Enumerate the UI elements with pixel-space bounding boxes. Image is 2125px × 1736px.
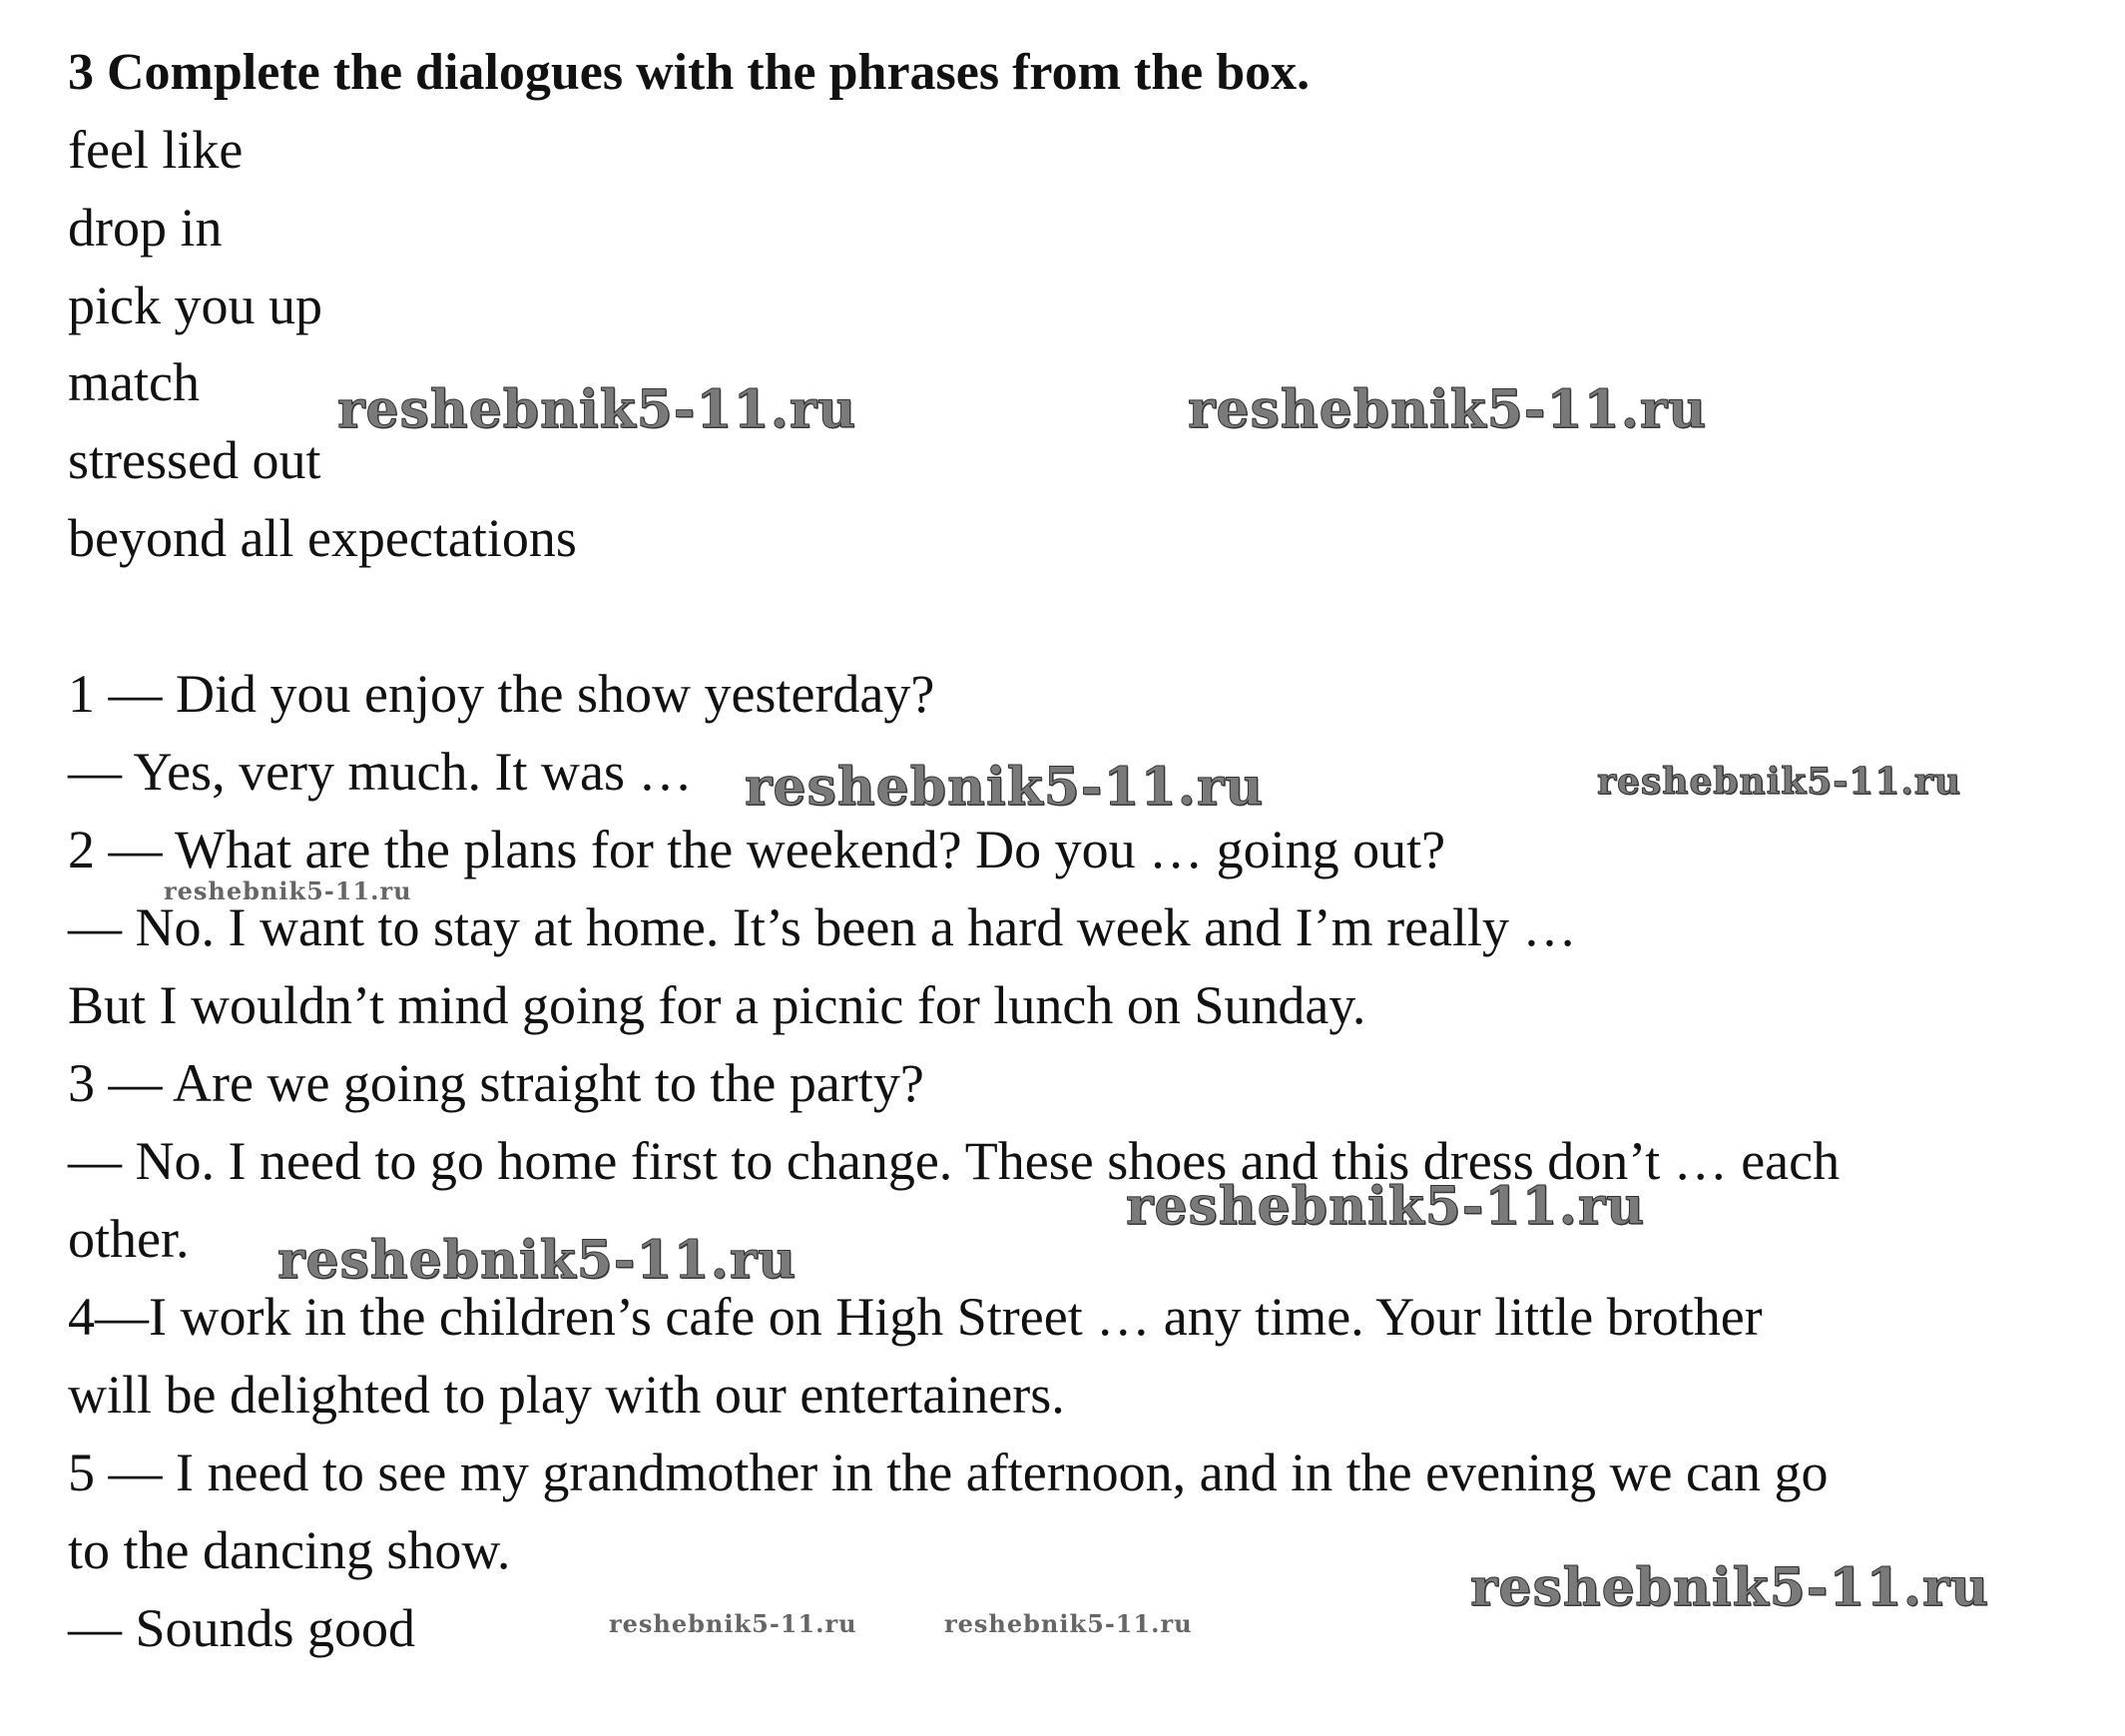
box-phrase: drop in (68, 198, 223, 258)
dialogue-line: 3 — Are we going straight to the party? (68, 1053, 924, 1113)
watermark: reshebnik5-11.ru (1126, 1176, 1646, 1237)
dialogue-line: will be delighted to play with our entertainers. (68, 1365, 1065, 1425)
watermark: reshebnik5-11.ru (745, 757, 1265, 818)
dialogue-line: — No. I want to stay at home. It’s been a hard week and I’m really … (68, 897, 1577, 957)
dialogue-line: to the dancing show. (68, 1520, 511, 1580)
exercise-heading: 3 Complete the dialogues with the phrases from the box. (68, 44, 1311, 101)
dialogue-line: — Yes, very much. It was … (68, 742, 693, 802)
watermark: reshebnik5-11.ru (1597, 761, 1961, 803)
dialogue-line: 1 — Did you enjoy the show yesterday? (68, 664, 935, 724)
watermark: reshebnik5-11.ru (337, 379, 857, 440)
watermark: reshebnik5-11.ru (944, 1609, 1193, 1638)
watermark: reshebnik5-11.ru (1188, 379, 1708, 440)
watermark: reshebnik5-11.ru (1470, 1557, 1990, 1618)
dialogue-line: 2 — What are the plans for the weekend? Do you … going out? (68, 820, 1446, 879)
dialogue-line: — No. I need to go home first to change. These shoes and this dress don’t … each (68, 1131, 1841, 1191)
watermark: reshebnik5-11.ru (164, 876, 412, 905)
dialogue-line: 4—I work in the children’s cafe on High Street … any time. Your little brother (68, 1287, 1763, 1347)
watermark: reshebnik5-11.ru (609, 1609, 857, 1638)
box-phrase: pick you up (68, 276, 322, 335)
box-phrase: match (68, 352, 200, 412)
dialogue-line: But I wouldn’t mind going for a picnic for lunch on Sunday. (68, 975, 1366, 1035)
dialogue-line: 5 — I need to see my grandmother in the afternoon, and in the evening we can go (68, 1443, 1829, 1502)
box-phrase: feel like (68, 120, 244, 180)
dialogue-line: — Sounds good (68, 1598, 416, 1658)
watermark: reshebnik5-11.ru (277, 1230, 797, 1291)
dialogue-line: other. (68, 1209, 190, 1269)
box-phrase: stressed out (68, 430, 321, 490)
box-phrase: beyond all expectations (68, 508, 577, 568)
